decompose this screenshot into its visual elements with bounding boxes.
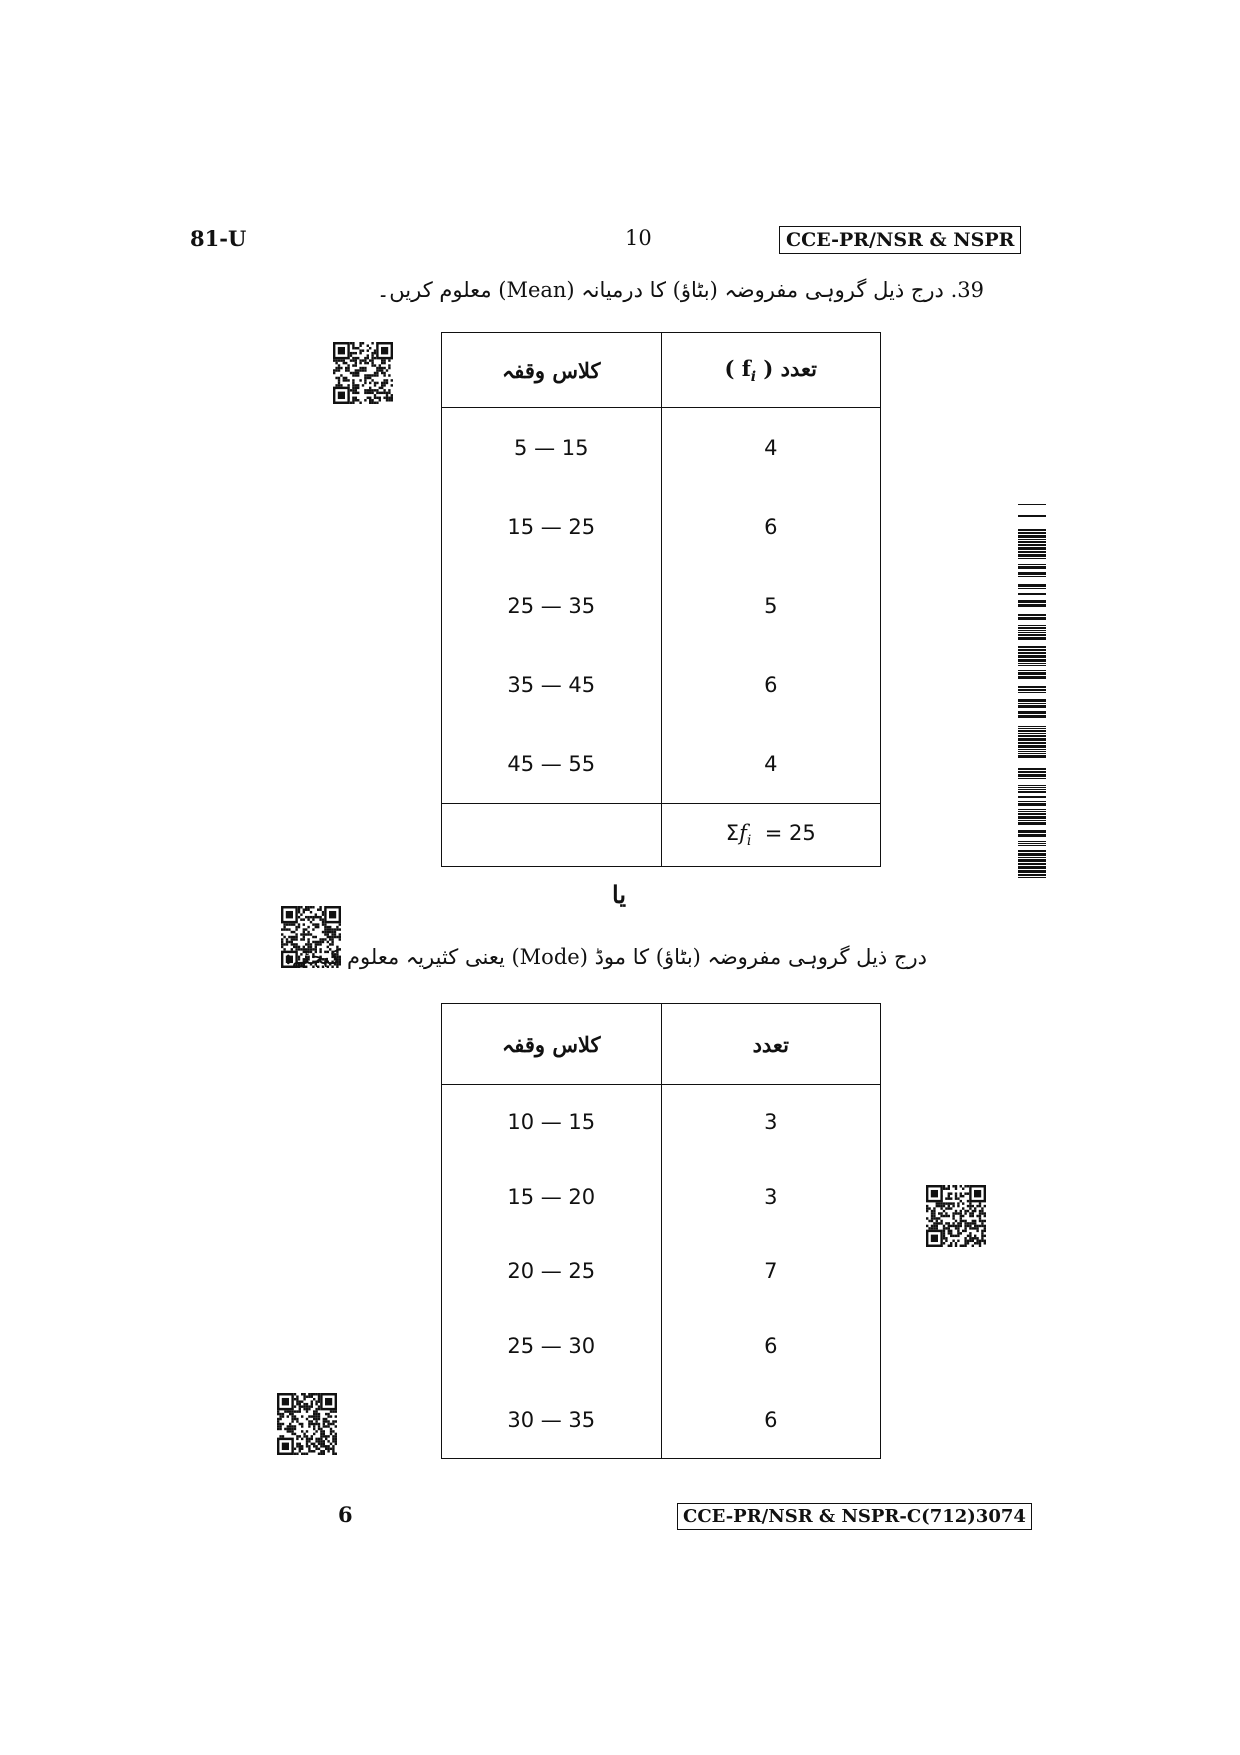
mean-frequency-table	[441, 332, 881, 867]
question-39-alternative: درج ذیل گروہی مفروضہ (بٹاؤ) کا موڈ (Mode) یعنی کثیریہ معلوم کیجئے:	[284, 945, 927, 969]
table-header-row	[442, 1004, 881, 1085]
question-number: 39.	[950, 278, 984, 302]
freq-cell: 6	[661, 1383, 881, 1458]
table-row	[442, 645, 881, 724]
page-number-bottom: 6	[338, 1502, 353, 1527]
question-39	[377, 278, 984, 302]
exam-code-box: CCE-PR/NSR & NSPR	[779, 226, 1021, 254]
class-cell: 25 — 30	[442, 1309, 662, 1384]
mode-frequency-table	[441, 1003, 881, 1459]
class-cell: 15 — 20	[442, 1160, 662, 1235]
freq-cell: 4	[661, 408, 881, 488]
table-row	[442, 1085, 881, 1160]
class-cell: 45 — 55	[442, 724, 662, 804]
paper-code: 81-U	[190, 226, 247, 251]
sum-cell: $\Sigma f_i = 25$	[661, 804, 881, 867]
freq-cell: 6	[661, 1309, 881, 1384]
class-cell: 30 — 35	[442, 1383, 662, 1458]
freq-cell: 3	[661, 1160, 881, 1235]
qr-code-icon	[333, 342, 393, 404]
class-cell: 5 — 15	[442, 408, 662, 488]
table-row	[442, 724, 881, 804]
freq-cell: 7	[661, 1234, 881, 1309]
or-separator: یا	[612, 880, 626, 909]
frequency-header: تعدد ( $f_i$ )	[661, 333, 881, 408]
empty-cell	[442, 804, 662, 867]
table-row	[442, 1309, 881, 1384]
class-cell: 20 — 25	[442, 1234, 662, 1309]
class-cell: 15 — 25	[442, 487, 662, 566]
class-interval-header: کلاس وقفہ	[442, 1004, 662, 1085]
barcode-icon	[1018, 504, 1046, 884]
table-row	[442, 1383, 881, 1458]
freq-cell: 3	[661, 1085, 881, 1160]
freq-cell: 6	[661, 487, 881, 566]
table-row	[442, 566, 881, 645]
class-interval-header: کلاس وقفہ	[442, 333, 662, 408]
qr-code-icon	[926, 1185, 986, 1247]
class-cell: 25 — 35	[442, 566, 662, 645]
table-row	[442, 1160, 881, 1235]
frequency-header: تعدد	[661, 1004, 881, 1085]
qr-code-icon	[277, 1393, 337, 1455]
class-cell: 35 — 45	[442, 645, 662, 724]
table-row	[442, 487, 881, 566]
freq-cell: 6	[661, 645, 881, 724]
page-number-top: 10	[625, 226, 652, 250]
table-row	[442, 1234, 881, 1309]
freq-cell: 5	[661, 566, 881, 645]
class-cell: 10 — 15	[442, 1085, 662, 1160]
footer-exam-code: CCE-PR/NSR & NSPR-C(712)3074	[677, 1503, 1032, 1530]
table-header-row	[442, 333, 881, 408]
question-text: درج ذیل گروہی مفروضہ (بٹاؤ) کا درمیانہ (Mean) معلوم کریں۔	[376, 278, 944, 302]
table-row	[442, 408, 881, 488]
freq-cell: 4	[661, 724, 881, 804]
sum-row	[442, 804, 881, 867]
